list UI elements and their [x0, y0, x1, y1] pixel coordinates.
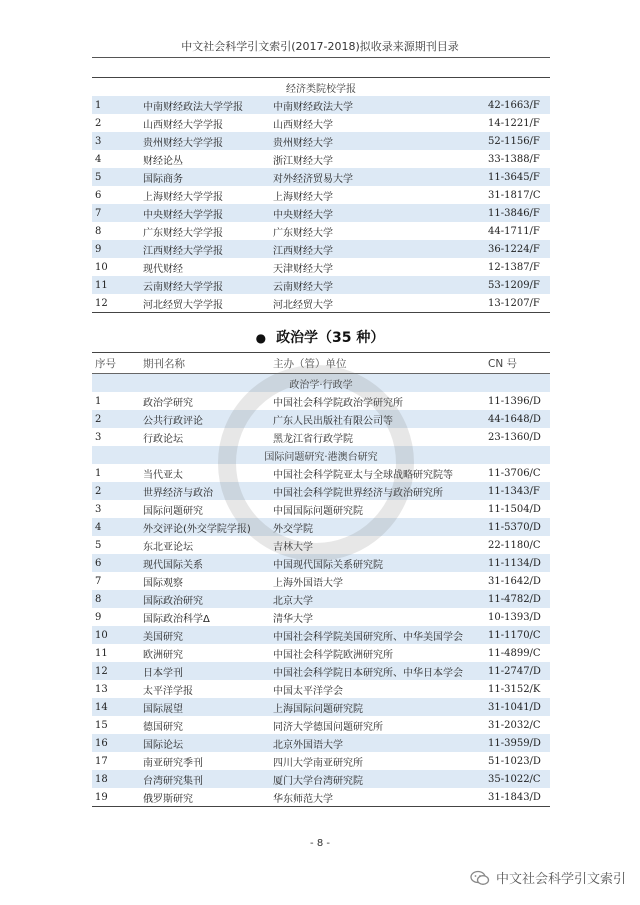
journal-name: 行政论坛 — [143, 433, 183, 445]
sponsor-org: 上海外国语大学 — [273, 577, 343, 589]
cn-number: 33-1388/F — [488, 153, 540, 165]
cn-number: 23-1360/D — [488, 431, 541, 443]
journal-name: 国际展望 — [143, 698, 273, 716]
journal-name: 国际政治研究 — [143, 590, 273, 608]
sponsor-org: 中国社会科学院亚太与全球战略研究院等 — [273, 469, 453, 481]
row-number: 8 — [95, 225, 102, 237]
journal-name: 上海财经大学学报 — [143, 191, 223, 203]
journal-name: 国际政治科学Δ — [143, 613, 210, 625]
cn-number: 31-2032/C — [488, 719, 541, 731]
row-number: 8 — [92, 590, 143, 608]
cn-number: 11-1396/D — [488, 395, 541, 407]
sponsor-org: 中南财经政法大学 — [273, 96, 488, 114]
cn-number: 52-1156/F — [488, 132, 550, 150]
table-row — [92, 572, 550, 590]
category-label: 政治学·行政学 — [92, 374, 550, 393]
row-number: 5 — [95, 539, 102, 551]
sponsor-org: 中国现代国际关系研究院 — [273, 554, 488, 572]
row-number: 12 — [95, 297, 108, 309]
journal-name: 外交评论(外交学院学报) — [143, 518, 273, 536]
row-number: 17 — [95, 755, 108, 767]
row-number: 1 — [95, 467, 102, 479]
sponsor-org: 河北经贸大学 — [273, 299, 333, 311]
table-row — [92, 518, 550, 536]
sponsor-org: 四川大学南亚研究所 — [273, 757, 363, 769]
row-number: 2 — [92, 410, 143, 428]
journal-name: 俄罗斯研究 — [143, 793, 193, 805]
sponsor-org: 华东师范大学 — [273, 793, 333, 805]
col-header-no: 序号 — [92, 353, 143, 374]
journal-name: 云南财经大学学报 — [143, 276, 273, 294]
cn-number: 11-1170/C — [488, 626, 550, 644]
table-row — [92, 168, 550, 186]
table-row — [92, 536, 550, 554]
table-row — [92, 554, 550, 572]
table-row — [92, 698, 550, 716]
sponsor-org: 广东财经大学 — [273, 227, 333, 239]
row-number: 3 — [95, 503, 102, 515]
sponsor-org: 天津财经大学 — [273, 263, 333, 275]
row-number: 4 — [95, 153, 102, 165]
cn-number: 11-2747/D — [488, 662, 550, 680]
cn-number: 36-1224/F — [488, 240, 550, 258]
sponsor-org: 中国社会科学院世界经济与政治研究所 — [273, 482, 488, 500]
table-row — [92, 734, 550, 752]
row-number: 3 — [95, 431, 102, 443]
sponsor-org: 中国太平洋学会 — [273, 685, 343, 697]
category-label: 国际问题研究·港澳台研究 — [92, 446, 550, 464]
table-row — [92, 222, 550, 240]
cn-number: 11-3706/C — [488, 467, 541, 479]
cn-number: 11-1343/F — [488, 482, 550, 500]
journal-name: 贵州财经大学学报 — [143, 132, 273, 150]
table-row — [92, 752, 550, 770]
table-row — [92, 258, 550, 276]
table-row — [92, 186, 550, 204]
cn-number: 53-1209/F — [488, 276, 550, 294]
sponsor-org: 对外经济贸易大学 — [273, 168, 488, 186]
journal-name: 台湾研究集刊 — [143, 770, 273, 788]
cn-number: 31-1041/D — [488, 698, 550, 716]
journal-name: 日本学刊 — [143, 662, 273, 680]
page-number: - 8 - — [310, 838, 330, 849]
journal-name: 南亚研究季刊 — [143, 757, 203, 769]
row-number: 6 — [95, 189, 102, 201]
journal-name: 东北亚论坛 — [143, 541, 193, 553]
row-number: 16 — [92, 734, 143, 752]
journal-name: 财经论丛 — [143, 155, 183, 167]
row-number: 3 — [92, 132, 143, 150]
journal-name: 德国研究 — [143, 721, 183, 733]
journal-name: 国际论坛 — [143, 734, 273, 752]
journal-name: 山西财经大学学报 — [143, 119, 223, 131]
row-number: 13 — [95, 683, 108, 695]
sponsor-org: 北京外国语大学 — [273, 734, 488, 752]
cn-number: 44-1648/D — [488, 410, 550, 428]
table-row — [92, 662, 550, 680]
col-header-org: 主办（管）单位 — [273, 353, 488, 374]
sponsor-org: 厦门大学台湾研究院 — [273, 770, 488, 788]
sponsor-org: 中国社会科学院日本研究所、中华日本学会 — [273, 662, 488, 680]
journal-name: 国际问题研究 — [143, 505, 203, 517]
sponsor-org: 贵州财经大学 — [273, 132, 488, 150]
journal-name: 欧洲研究 — [143, 649, 183, 661]
category-row — [92, 78, 550, 97]
journal-name: 当代亚太 — [143, 469, 183, 481]
row-number: 11 — [95, 647, 108, 659]
section-title — [0, 327, 640, 347]
sponsor-org: 吉林大学 — [273, 541, 313, 553]
cn-number: 11-4899/C — [488, 647, 541, 659]
journal-name: 现代国际关系 — [143, 554, 273, 572]
cn-number: 11-3846/F — [488, 204, 550, 222]
journal-name: 太平洋学报 — [143, 685, 193, 697]
col-header-name: 期刊名称 — [143, 353, 273, 374]
table-row — [92, 500, 550, 518]
table-row — [92, 392, 550, 410]
sponsor-org: 上海国际问题研究院 — [273, 698, 488, 716]
cn-number: 11-5370/D — [488, 518, 550, 536]
sponsor-org: 山西财经大学 — [273, 119, 333, 131]
row-number: 1 — [95, 395, 102, 407]
row-number: 10 — [95, 261, 108, 273]
row-number: 10 — [92, 626, 143, 644]
sponsor-org: 中国社会科学院欧洲研究所 — [273, 649, 393, 661]
cn-number: 10-1393/D — [488, 611, 541, 623]
sponsor-org: 中央财经大学 — [273, 204, 488, 222]
category-label: 经济类院校学报 — [286, 83, 356, 95]
row-number: 6 — [92, 554, 143, 572]
cn-number: 11-4782/D — [488, 590, 550, 608]
table-row — [92, 788, 550, 807]
row-number: 7 — [92, 204, 143, 222]
sponsor-org: 云南财经大学 — [273, 276, 488, 294]
footer-brand-text: 中文社会科学引文索引 — [495, 872, 626, 887]
cn-number: 13-1207/F — [488, 297, 540, 309]
row-number: 7 — [95, 575, 102, 587]
cn-number: 11-3959/D — [488, 734, 550, 752]
table-row — [92, 240, 550, 258]
sponsor-org: 同济大学德国问题研究所 — [273, 721, 383, 733]
row-number: 4 — [92, 518, 143, 536]
row-number: 18 — [92, 770, 143, 788]
table-row — [92, 132, 550, 150]
journal-name: 中南财经政法大学学报 — [143, 96, 273, 114]
sponsor-org: 中国国际问题研究院 — [273, 505, 363, 517]
journal-name: 江西财经大学学报 — [143, 240, 273, 258]
table-row — [92, 114, 550, 132]
journal-name: 世界经济与政治 — [143, 482, 273, 500]
table-header-row — [92, 353, 550, 374]
journal-name: 政治学研究 — [143, 397, 193, 409]
row-number: 11 — [92, 276, 143, 294]
page-header-title: 中文社会科学引文索引(2017-2018)拟收录来源期刊目录 — [181, 40, 459, 53]
wechat-icon — [470, 870, 490, 886]
sponsor-org: 外交学院 — [273, 518, 488, 536]
table-row — [92, 770, 550, 788]
table-row — [92, 680, 550, 698]
row-number: 2 — [95, 117, 102, 129]
table-row — [92, 294, 550, 313]
bullet-icon: ● — [255, 331, 267, 345]
politics-journals-table — [92, 352, 550, 807]
row-number: 9 — [92, 240, 143, 258]
journal-name: 美国研究 — [143, 626, 273, 644]
row-number: 14 — [92, 698, 143, 716]
journal-name: 广东财经大学学报 — [143, 227, 223, 239]
sponsor-org: 上海财经大学 — [273, 191, 333, 203]
col-header-cn: CN 号 — [488, 353, 550, 374]
table-row — [92, 204, 550, 222]
header-rule — [92, 57, 550, 58]
row-number: 12 — [92, 662, 143, 680]
category-row — [92, 446, 550, 464]
row-number: 15 — [95, 719, 108, 731]
cn-number: 44-1711/F — [488, 225, 540, 237]
journal-name: 河北经贸大学学报 — [143, 299, 223, 311]
sponsor-org: 清华大学 — [273, 613, 313, 625]
journal-name: 国际商务 — [143, 168, 273, 186]
row-number: 2 — [92, 482, 143, 500]
table-row — [92, 150, 550, 168]
cn-number: 42-1663/F — [488, 96, 550, 114]
category-row — [92, 374, 550, 393]
row-number: 19 — [95, 791, 108, 803]
sponsor-org: 黑龙江省行政学院 — [273, 433, 353, 445]
cn-number: 12-1387/F — [488, 261, 540, 273]
table-row — [92, 428, 550, 446]
sponsor-org: 北京大学 — [273, 590, 488, 608]
footer-brand — [470, 868, 626, 887]
table-row — [92, 482, 550, 500]
cn-number: 14-1221/F — [488, 117, 540, 129]
cn-number: 35-1022/C — [488, 770, 550, 788]
cn-number: 11-3645/F — [488, 168, 550, 186]
cn-number: 31-1817/C — [488, 189, 541, 201]
row-number: 9 — [95, 611, 102, 623]
table-row — [92, 464, 550, 482]
row-number: 5 — [92, 168, 143, 186]
cn-number: 31-1642/D — [488, 575, 541, 587]
cn-number: 31-1843/D — [488, 791, 541, 803]
sponsor-org: 江西财经大学 — [273, 240, 488, 258]
table-row — [92, 608, 550, 626]
journal-name: 现代财经 — [143, 263, 183, 275]
cn-number: 22-1180/C — [488, 539, 541, 551]
table-row — [92, 644, 550, 662]
sponsor-org: 中国社会科学院美国研究所、中华美国学会 — [273, 626, 488, 644]
sponsor-org: 广东人民出版社有限公司等 — [273, 410, 488, 428]
table-row — [92, 626, 550, 644]
table-row — [92, 410, 550, 428]
cn-number: 51-1023/D — [488, 755, 541, 767]
cn-number: 11-1134/D — [488, 554, 550, 572]
table-row — [92, 276, 550, 294]
journal-name: 国际观察 — [143, 577, 183, 589]
table-row — [92, 590, 550, 608]
sponsor-org: 浙江财经大学 — [273, 155, 333, 167]
journal-name: 中央财经大学学报 — [143, 204, 273, 222]
cn-number: 11-1504/D — [488, 503, 541, 515]
economics-journals-table — [92, 77, 550, 313]
table-row — [92, 716, 550, 734]
table-row — [92, 96, 550, 114]
journal-name: 公共行政评论 — [143, 410, 273, 428]
section-title-text: 政治学（35 种） — [276, 330, 385, 346]
sponsor-org: 中国社会科学院政治学研究所 — [273, 397, 403, 409]
cn-number: 11-3152/K — [488, 683, 541, 695]
row-number: 1 — [92, 96, 143, 114]
